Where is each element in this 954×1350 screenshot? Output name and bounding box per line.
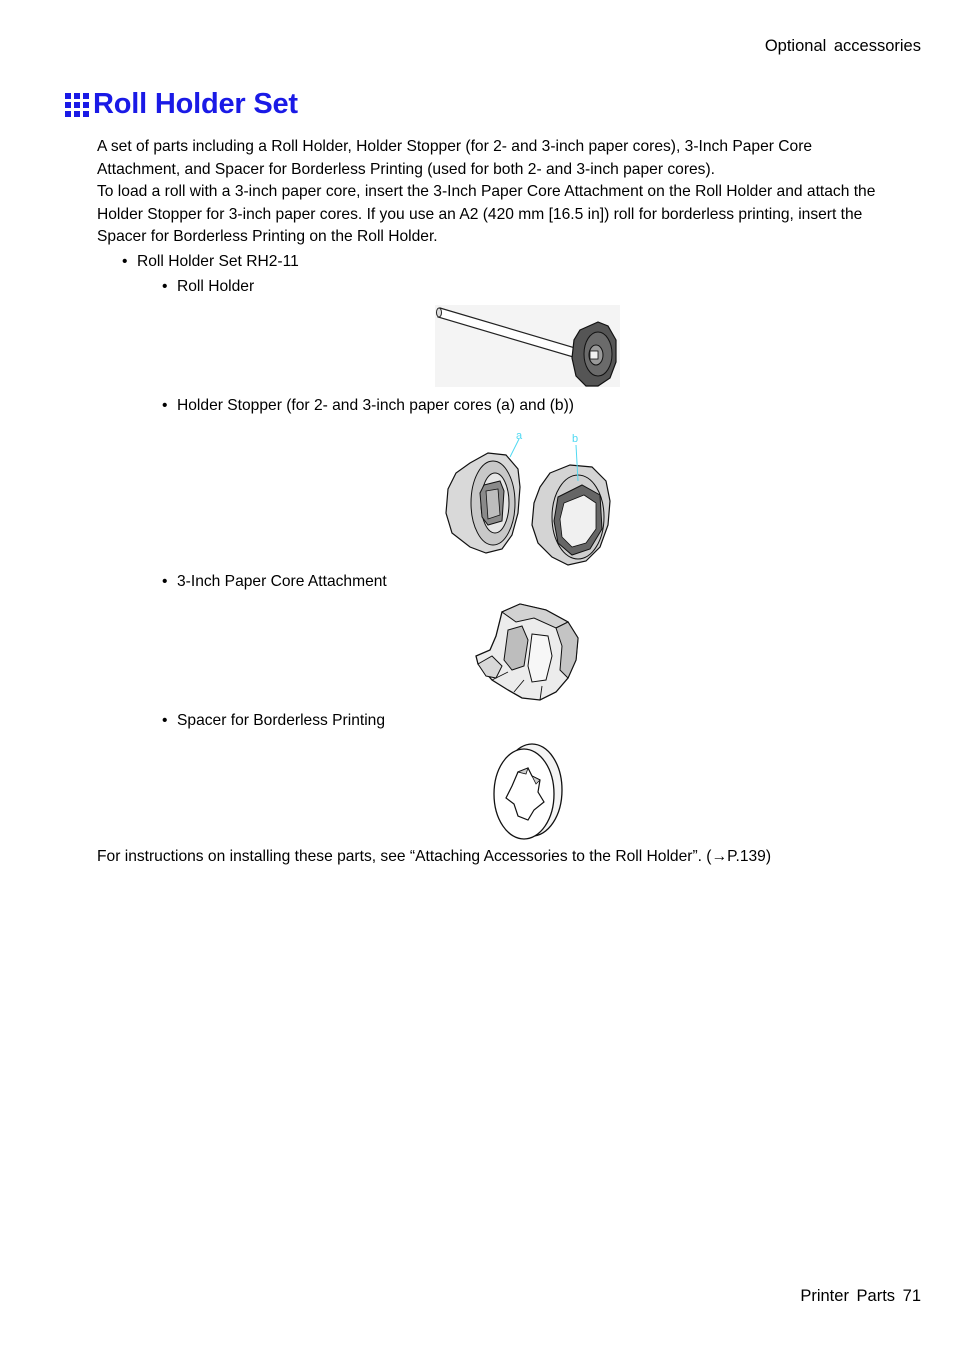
- callout-a: a: [516, 430, 523, 442]
- holder-stopper-illustration: [440, 425, 615, 570]
- core-attachment-illustration: [472, 600, 584, 706]
- page-number: 71: [902, 1287, 921, 1305]
- installation-reference: For instructions on installing these parts, see “Attaching Accessories to the Roll Holder”. (→P.139): [97, 848, 772, 865]
- page-footer: [800, 1287, 921, 1306]
- section-heading: [65, 88, 298, 121]
- callout-b: b: [572, 433, 579, 445]
- grid-dots-icon: [65, 93, 89, 117]
- page-title: Roll Holder Set: [93, 88, 298, 120]
- holder-stopper-b-shape: [532, 465, 610, 565]
- part-label-holder-stopper: • Holder Stopper (for 2- and 3-inch paper cores (a) and (b)): [177, 397, 574, 415]
- running-header: Optional accessories: [764, 37, 921, 55]
- intro-paragraph-2: To load a roll with a 3-inch paper core, insert the 3-Inch Paper Core Attachment on the Roll Holder and attach the Holder Stopper for 3-inch paper cores. If you use an A2 (420 mm [16.5 in]) roll for borderless printing, insert the Spacer for Borderless Printing on the Roll Holder.: [97, 183, 876, 246]
- holder-stopper-a-shape: [446, 453, 520, 553]
- intro-paragraph-1: A set of parts including a Roll Holder, Holder Stopper (for 2- and 3-inch paper cores), 3-Inch Paper Core Attachment, and Spacer for Borderless Printing (used for both 2- and 3-inch paper cores).: [97, 138, 813, 178]
- part-label-spacer: • Spacer for Borderless Printing: [177, 712, 385, 730]
- spacer-illustration: [488, 740, 568, 843]
- part-label-roll-holder: • Roll Holder: [177, 278, 254, 296]
- intro-text: [97, 136, 897, 249]
- footer-section-label: Printer Parts: [800, 1287, 896, 1305]
- set-list-item: • Roll Holder Set RH2-11: [137, 253, 299, 271]
- part-label-core-attachment: • 3-Inch Paper Core Attachment: [177, 573, 387, 591]
- roll-holder-illustration: [430, 300, 625, 392]
